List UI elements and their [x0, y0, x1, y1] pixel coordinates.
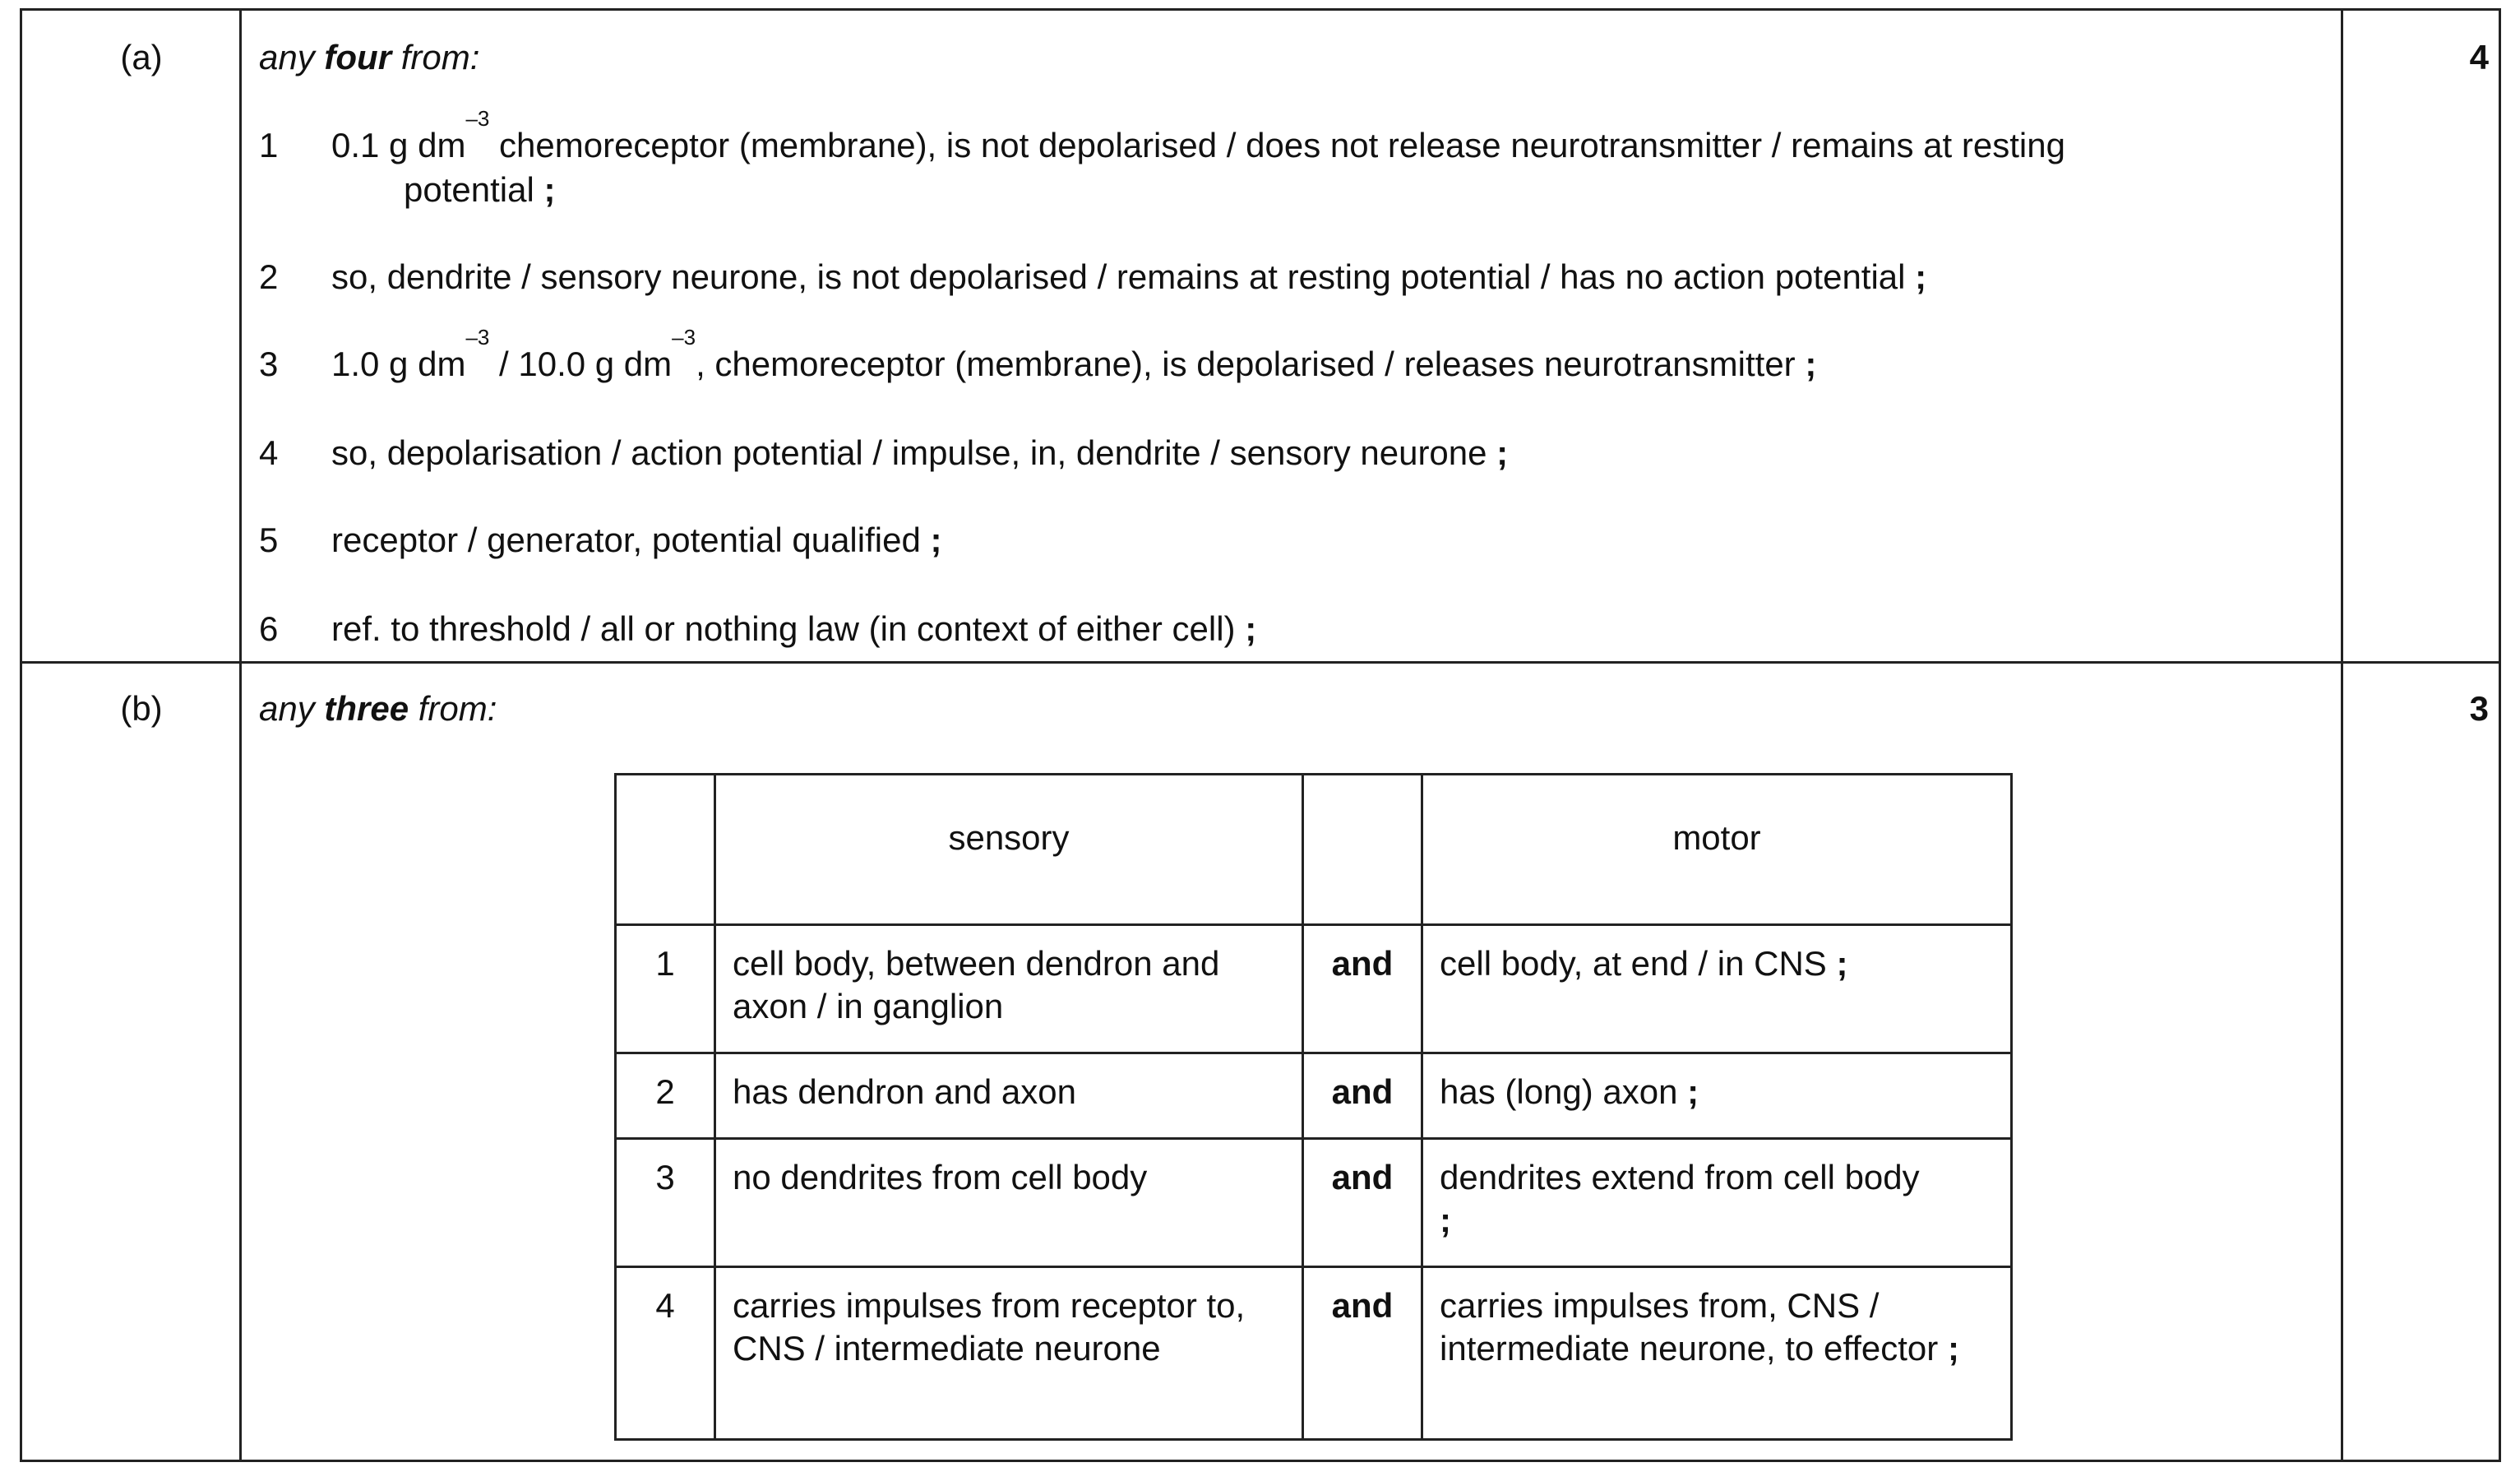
table-row [616, 1267, 2012, 1440]
table-row [616, 925, 2012, 1053]
mark-semicolon: ; [920, 521, 942, 559]
point-text: ref. to threshold / all or nothing law (in context of either cell) ; [331, 609, 1257, 648]
mark-semicolon: ; [1487, 433, 1509, 472]
header-sensory: sensory [715, 775, 1303, 925]
point-number: 6 [259, 609, 279, 648]
point-number: 3 [259, 345, 279, 383]
table-header-row [616, 775, 2012, 925]
point-number: 4 [259, 433, 279, 472]
mark-semicolon: ; [1677, 1072, 1699, 1111]
row-number: 3 [616, 1139, 715, 1267]
point-number: 2 [259, 257, 279, 296]
mark-semicolon: ; [1938, 1329, 1959, 1368]
and-cell: and [1303, 1139, 1422, 1267]
mark-scheme-table [20, 8, 2501, 1462]
sensory-motor-table [614, 773, 2013, 1441]
point-text: 0.1 g $dm^{-3}$ chemoreceptor (membrane), is not depolarised / does not release neurotransmitter / remains at resting potential ; [331, 123, 2222, 212]
point-text: so, dendrite / sensory neurone, is not depolarised / remains at resting potential / has no action potential ; [331, 257, 1927, 296]
and-cell: and [1303, 925, 1422, 1053]
mark-semicolon: ; [534, 170, 556, 209]
row-number: 2 [616, 1053, 715, 1139]
motor-cell: has (long) axon ; [1422, 1053, 2012, 1139]
point-text: receptor / generator, potential qualified ; [331, 521, 942, 559]
mark-semicolon: ; [1905, 257, 1927, 296]
point-text-continuation: potential ; [404, 170, 556, 209]
row-divider [22, 661, 2499, 664]
sensory-cell: carries impulses from receptor to, CNS / intermediate neurone [715, 1267, 1303, 1440]
and-cell: and [1303, 1053, 1422, 1139]
header-motor: motor [1422, 775, 2012, 925]
column-divider-label [239, 8, 242, 1460]
part-b-intro: any three from: [259, 689, 497, 728]
motor-cell: cell body, at end / in CNS ; [1422, 925, 2012, 1053]
sensory-cell: no dendrites from cell body [715, 1139, 1303, 1267]
part-b-label: (b) [120, 689, 163, 728]
mark-semicolon: ; [1826, 944, 1848, 983]
part-a-intro: any four from: [259, 38, 480, 76]
part-a-marks: 4 [2469, 38, 2489, 76]
and-cell: and [1303, 1267, 1422, 1440]
sensory-cell: cell body, between dendron and axon / in ganglion [715, 925, 1303, 1053]
point-text: so, depolarisation / action potential / impulse, in, dendrite / sensory neurone ; [331, 433, 1509, 472]
point-text: 1.0 g $dm^{-3} / 10.0$ g $dm^{-3}$, chemoreceptor (membrane), is depolarised / releases neurotransmitter ; [331, 325, 1817, 383]
row-number: 1 [616, 925, 715, 1053]
point-number: 5 [259, 521, 279, 559]
top-border [22, 8, 2499, 11]
part-a-label: (a) [120, 38, 163, 76]
table-row [616, 1053, 2012, 1139]
sensory-cell: has dendron and axon [715, 1053, 1303, 1139]
mark-semicolon: ; [1795, 345, 1817, 383]
motor-cell: dendrites extend from cell body ; [1422, 1139, 2012, 1267]
mark-semicolon: ; [1235, 609, 1257, 648]
header-blank-cell [616, 775, 715, 925]
table-row [616, 1139, 2012, 1267]
motor-cell: carries impulses from, CNS / intermediate neurone, to effector ; [1422, 1267, 2012, 1440]
row-number: 4 [616, 1267, 715, 1440]
mark-semicolon: ; [1440, 1201, 1451, 1239]
column-divider-marks [2341, 8, 2343, 1460]
part-b-marks: 3 [2469, 689, 2489, 728]
header-and-blank-cell [1303, 775, 1422, 925]
point-number: 1 [259, 126, 279, 164]
